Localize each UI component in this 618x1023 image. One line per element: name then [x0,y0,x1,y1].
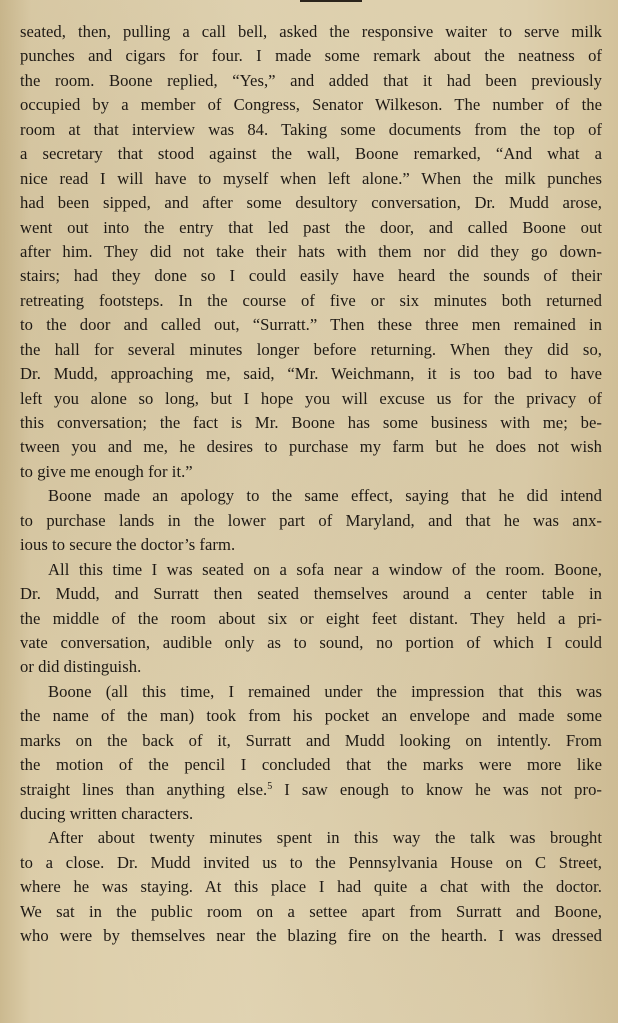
text-line-content: marks on the back of it, Surratt and Mudd looking on intently. From [20,730,602,750]
text-line [20,313,602,337]
text-line [20,729,602,753]
body-text [20,20,602,949]
text-line-content: ducing written characters. [20,804,194,823]
text-line [20,826,602,850]
text-line-content: after him. They did not take their hats with them nor did they go down- [20,241,602,261]
text-line [20,753,602,777]
text-line [20,435,602,459]
text-line [20,240,602,264]
text-line [20,851,602,875]
text-line-content: left you alone so long, but I hope you will excuse us for the privacy of [20,388,602,408]
text-line [20,875,602,899]
text-line [20,338,602,362]
text-line-content: went out into the entry that led past the door, and called Boone out [20,217,602,237]
text-line-content: the middle of the room about six or eight feet distant. They held a pri- [20,608,602,628]
text-line-content: to purchase lands in the lower part of Maryland, and that he was anx- [20,510,602,530]
text-line-content: the room. Boone replied, “Yes,” and added that it had been previously [20,70,602,90]
text-line-content: or did distinguish. [20,657,142,677]
text-line-content: to give me enough for it.” [20,461,193,481]
text-line-content: straight lines than anything else. [20,779,268,799]
text-line-content: We sat in the public room on a settee apart from Surratt and Boone, [20,901,602,921]
text-line-content: occupied by a member of Congress, Senator Wilkeson. The number of the [20,95,602,115]
text-line [20,387,602,411]
text-line [20,680,602,704]
text-line-content: ious to secure the doctor’s farm. [20,535,236,555]
text-line-content: All this time I was seated on a sofa near a window of the room. Boone, [48,559,602,579]
text-line-content: punches and cigars for four. I made some remark about the neatness of [20,46,602,66]
text-line [20,216,602,240]
text-line [20,631,602,655]
text-line-content: a secretary that stood against the wall, Boone remarked, “And what a [20,144,602,164]
text-line [20,582,602,606]
text-line-content: vate conversation, audible only as to sound, no portion of which I could [20,632,602,652]
text-line-content: to the door and called out, “Surratt.” Then these three men remained in [20,315,602,335]
text-line [20,924,602,948]
text-line-content: who were by themselves near the blazing fire on the hearth. I was dressed [20,926,602,946]
text-line [20,484,602,508]
text-line [20,191,602,215]
text-line-content: this conversation; the fact is Mr. Boone has some business with me; be- [20,413,602,432]
text-line-content: retreating footsteps. In the course of five or six minutes both returned [20,290,602,310]
text-line [20,704,602,728]
text-line-content: stairs; had they done so I could easily have heard the sounds of their [20,266,602,286]
top-rule [300,0,362,2]
text-line-content: the motion of the pencil I concluded that the marks were more like [20,755,602,775]
text-line [20,93,602,117]
text-line [20,411,602,435]
text-line-content: the hall for several minutes longer before returning. When they did so, [20,339,602,359]
text-line-content: Dr. Mudd, and Surratt then seated themselves around a center table in [20,584,602,604]
text-line-content: After about twenty minutes spent in this way the talk was brought [48,828,602,848]
text-line [20,20,602,44]
text-line-content: tween you and me, he desires to purchase my farm but he does not wish [20,437,602,457]
text-line-content: had been sipped, and after some desultory conversation, Dr. Mudd arose, [20,193,602,213]
text-line-content: room at that interview was 84. Taking some documents from the top of [20,119,602,139]
footnote-marker: 5 [267,780,273,792]
text-line-content: nice read I will have to myself when left alone.” When the milk punches [20,168,602,188]
text-line [20,607,602,631]
text-line-content: Dr. Mudd, approaching me, said, “Mr. Weichmann, it is too bad to have [20,364,602,384]
text-line-content: seated, then, pulling a call bell, asked the responsive waiter to serve milk [20,22,602,41]
text-line [20,509,602,533]
text-line-content: the name of the man) took from his pocket an envelope and made some [20,706,602,726]
text-line [20,264,602,288]
text-line [20,460,602,484]
text-line [20,802,602,826]
text-line [20,289,602,313]
text-line [20,655,602,679]
text-line [20,44,602,68]
text-line [20,778,602,802]
text-line-content: Boone (all this time, I remained under the impression that this was [48,681,602,701]
text-line [20,69,602,93]
text-line [20,533,602,557]
text-line [20,900,602,924]
text-line-content: Boone made an apology to the same effect, saying that he did intend [48,486,602,506]
text-line [20,558,602,582]
text-line [20,142,602,166]
text-line [20,362,602,386]
text-line [20,167,602,191]
text-line-content: where he was staying. At this place I had quite a chat with the doctor. [20,877,602,897]
text-line [20,118,602,142]
text-line-continuation: I saw enough to know he was not pro- [272,779,602,799]
text-line-content: to a close. Dr. Mudd invited us to the Pennsylvania House on C Street, [20,852,602,872]
